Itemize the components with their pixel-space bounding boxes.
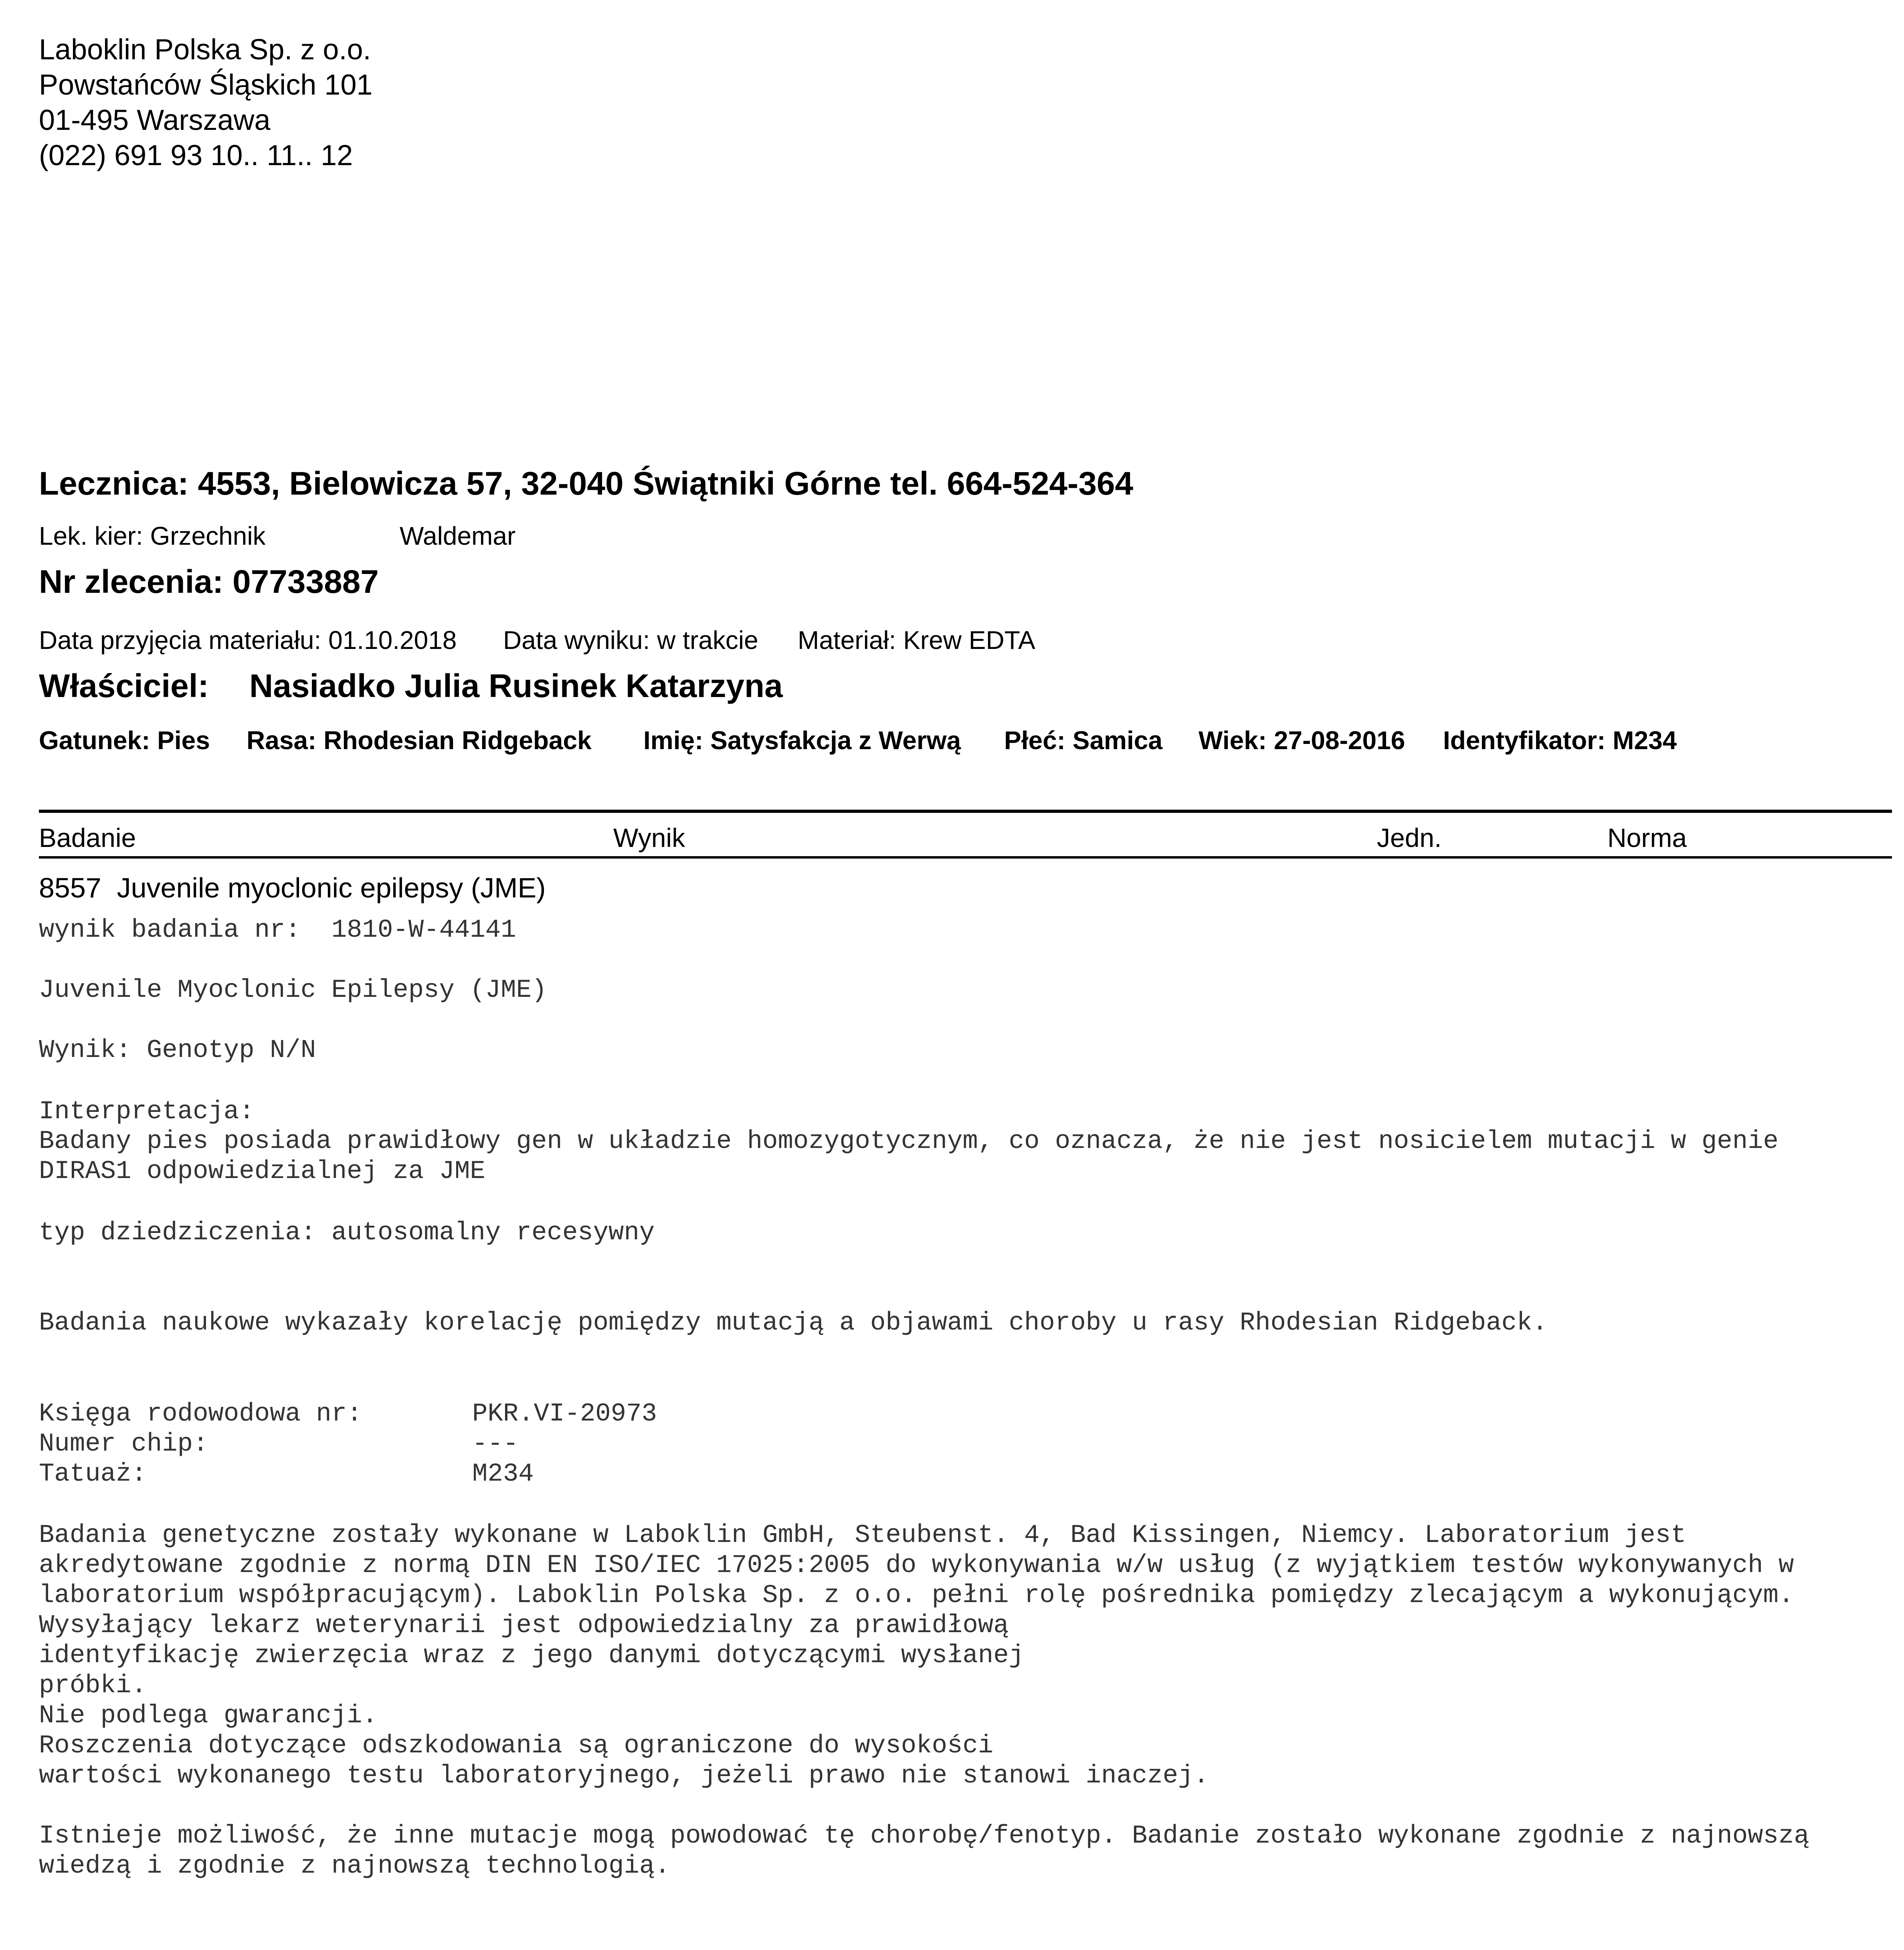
doctor-firstname: Waldemar [400,521,516,550]
clinic-line: Lecznica: 4553, Bielowicza 57, 32-040 Świątniki Górne tel. 664-524-364 [39,465,1134,502]
disclaimer-line: identyfikację zwierzęcia wraz z jego danymi dotyczącymi wysłanej [39,1641,1024,1670]
lab-phone: (022) 691 93 10.. 11.. 12 [39,139,353,172]
material: Materiał: Krew EDTA [798,626,1035,655]
disclaimer-line: Badania genetyczne zostały wykonane w Laboklin GmbH, Steubenst. 4, Bad Kissingen, Niemcy. Laboratorium jest [39,1521,1686,1550]
owner-name: Nasiadko Julia Rusinek Katarzyna [249,668,783,704]
disclaimer-line: Roszczenia dotyczące odszkodowania są ograniczone do wysokości [39,1732,994,1760]
interpretation-line: Badany pies posiada prawidłowy gen w układzie homozygotycznym, co oznacza, że nie jest nosicielem mutacji w genie [39,1127,1779,1156]
interpretation-label: Interpretacja: [39,1097,255,1126]
test-title: 8557 Juvenile myoclonic epilepsy (JME) [39,872,546,903]
result-genotype: Wynik: Genotyp N/N [39,1036,316,1065]
result-date: Data wyniku: w trakcie [503,626,758,655]
disclaimer-line: Nie podlega gwarancji. [39,1701,378,1730]
species: Gatunek: Pies [39,726,210,755]
research-note: Badania naukowe wykazały korelację pomiędzy mutacją a objawami choroby u rasy Rhodesian Ridgeback. [39,1309,1548,1338]
disclaimer-line: Istnieje możliwość, że inne mutacje mogą powodować tę chorobę/fenotyp. Badanie zostało wykonane zgodnie z najnowszą [39,1822,1809,1851]
lab-street: Powstańców Śląskich 101 [39,69,373,101]
tattoo-label: Tatuaż: [39,1460,147,1489]
disclaimer-line: wartości wykonanego testu laboratoryjnego, jeżeli prawo nie stanowi inaczej. [39,1762,1209,1790]
animal-name: Imię: Satysfakcja z Werwą [643,726,961,755]
inheritance-type: typ dziedziczenia: autosomalny recesywny [39,1218,655,1247]
lab-name: Laboklin Polska Sp. z o.o. [39,34,371,66]
sex: Płeć: Samica [1004,726,1162,755]
order-number: Nr zlecenia: 07733887 [39,564,379,600]
pedigree-value: PKR.VI-20973 [472,1400,657,1429]
tattoo-value: M234 [472,1460,534,1489]
age: Wiek: 27-08-2016 [1199,726,1405,755]
disclaimer-line: wiedzą i zgodnie z najnowszą technologią. [39,1852,670,1881]
disclaimer-line: akredytowane zgodnie z normą DIN EN ISO/IEC 17025:2005 do wykonywania w/w usług (z wyjątkiem testów wykonywanych w [39,1551,1794,1580]
col-unit: Jedn. [1377,823,1442,853]
disclaimer-line: próbki. [39,1671,147,1700]
pedigree-label: Księga rodowodowa nr: [39,1400,362,1429]
chip-value: --- [472,1430,519,1459]
identifier: Identyfikator: M234 [1443,726,1677,755]
chip-label: Numer chip: [39,1430,208,1459]
owner-label: Właściciel: [39,668,209,704]
col-result: Wynik [613,823,685,853]
disclaimer-line: laboratorium współpracującym). Laboklin Polska Sp. z o.o. pełni rolę pośrednika pomiędzy zlecającym a wykonującym. [39,1581,1794,1610]
interpretation-line: DIRAS1 odpowiedzialnej za JME [39,1157,485,1186]
received-date: Data przyjęcia materiału: 01.10.2018 [39,626,457,655]
doctor-label: Lek. kier: Grzechnik [39,521,266,550]
lab-city: 01-495 Warszawa [39,104,271,136]
result-number: wynik badania nr: 1810-W-44141 [39,916,516,945]
col-norm: Norma [1607,823,1687,853]
test-name: Juvenile Myoclonic Epilepsy (JME) [39,976,547,1005]
header-rule-top [39,810,1892,813]
disclaimer-line: Wysyłający lekarz weterynarii jest odpowiedzialny za prawidłową [39,1611,1009,1640]
header-rule-bottom [39,856,1892,859]
breed: Rasa: Rhodesian Ridgeback [247,726,592,755]
col-test: Badanie [39,823,136,853]
